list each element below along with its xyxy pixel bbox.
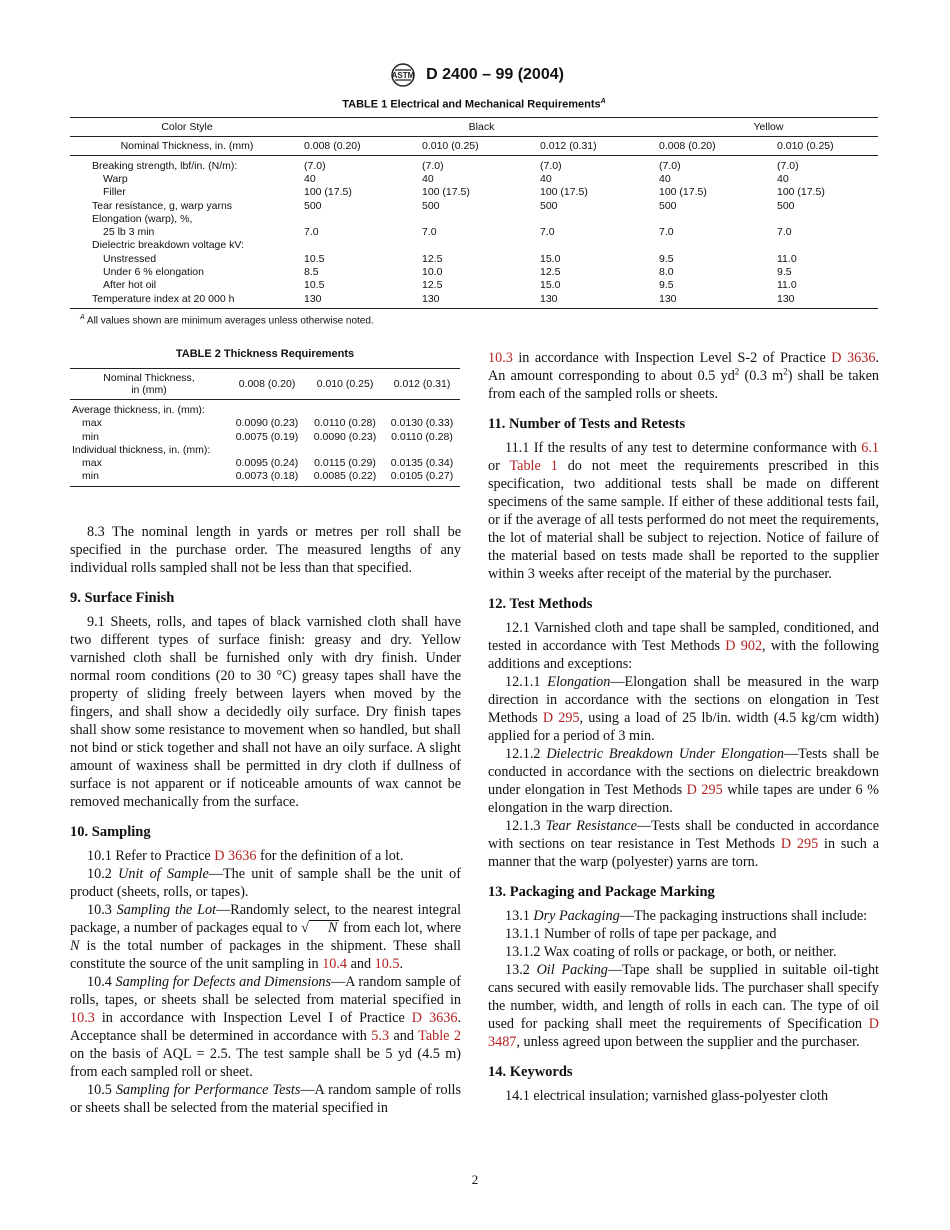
table-row <box>70 226 878 239</box>
cell-value <box>777 213 878 226</box>
row-label: Tear resistance, g, warp yarns <box>92 199 233 212</box>
cell-value: 40 <box>540 172 552 185</box>
cell-value: 0.0115 (0.29) <box>314 457 376 470</box>
cell-value <box>659 213 777 226</box>
link-d295[interactable]: D 295 <box>780 836 819 852</box>
cell-value: 15.0 <box>540 252 561 265</box>
cell-value <box>540 239 659 252</box>
table-row <box>70 444 460 457</box>
cell-value: 0.0090 (0.23) <box>235 417 299 430</box>
cell-value: (7.0) <box>540 159 562 172</box>
cell-value: 0.0095 (0.24) <box>235 457 299 470</box>
cell-value <box>384 444 460 457</box>
cell-value: 500 <box>777 199 795 212</box>
table-1-caption: TABLE 1 Electrical and Mechanical Requirements$^A$ <box>342 98 606 111</box>
heading-11: 11. Number of Tests and Retests <box>488 416 686 432</box>
para-8-3: 8.3 The nominal length in yards or metres per roll shall be specified in the purchase order. The measured lengths of any individual rolls sampled shall not be less than that specified. <box>70 524 461 576</box>
link-d3636[interactable]: D 3636 <box>214 848 257 864</box>
row-label: max <box>82 457 102 470</box>
para-13-1: 13.1 Dry Packaging—The packaging instructions shall include: <box>505 908 868 924</box>
color-yellow: Yellow <box>753 120 784 133</box>
color-style-label: Color Style <box>161 120 213 133</box>
row-label: Individual thickness, in. (mm): <box>72 443 211 456</box>
row-label: After hot oil <box>103 279 157 292</box>
para-10-3: 10.3 Sampling the Lot—Randomly select, to the nearest integral package, a number of packages equal to √ N from each lot, where N is the total number of packages in the shipment. These shall constitute the source of the unit sampling in 10.4 and 10.5. <box>70 902 462 972</box>
right-column <box>488 349 879 1105</box>
cell-value: 500 <box>422 199 440 212</box>
link-table-1[interactable]: Table 1 <box>509 458 558 474</box>
table-2-header-row <box>70 369 460 400</box>
cell-value: 130 <box>422 292 440 305</box>
table-2-caption: TABLE 2 Thickness Requirements <box>175 348 355 360</box>
link-table-2[interactable]: Table 2 <box>418 1028 461 1044</box>
link-10-3[interactable]: 10.3 <box>70 1010 95 1026</box>
cell-value: (7.0) <box>659 159 681 172</box>
heading-12: 12. Test Methods <box>488 596 593 612</box>
row-label: Dielectric breakdown voltage kV: <box>92 239 244 252</box>
heading-10: 10. Sampling <box>70 824 151 840</box>
para-11-1: 11.1 If the results of any test to determine conformance with 6.1 or Table 1 do not meet the requirements prescribed in this specification, two additional tests shall be made on different specimens of the same sample. If either of these additional tests fail, or if the average of all tests performed do not meet the requirements, the lot of material shall be subject to rejection. Notice of failure of the material based on tests made shall be reported to the supplier within 3 weeks after receipt of the material by the purchaser. <box>488 440 879 582</box>
table-2-col: 0.008 (0.20) <box>238 378 296 390</box>
table-row <box>70 186 878 199</box>
cell-value: 100 (17.5) <box>422 186 470 199</box>
table-2-header-label: Nominal Thickness, in (mm) <box>103 372 195 396</box>
link-5-3[interactable]: 5.3 <box>371 1028 390 1044</box>
heading-14: 14. Keywords <box>488 1064 573 1080</box>
para-13-2: 13.2 Oil Packing—Tape shall be supplied in suitable oil-tight cans secured with easily removable lids. The purchaser shall specify the number, width, and length of rolls in each can. The type of oil used for packing shall meet the requirements of Specification D 3487, unless agreed upon between the supplier and the purchaser. <box>488 962 879 1050</box>
cell-value <box>228 400 306 418</box>
cell-value: 9.5 <box>659 252 674 265</box>
para-14-1: 14.1 electrical insulation; varnished glass-polyester cloth <box>505 1088 829 1104</box>
link-d902[interactable]: D 902 <box>725 638 763 654</box>
cell-value <box>304 239 422 252</box>
cell-value: 11.0 <box>777 252 797 265</box>
thickness-label: Nominal Thickness, in. (mm) <box>120 139 254 152</box>
cell-value <box>422 213 540 226</box>
table-2-col: 0.010 (0.25) <box>316 378 374 390</box>
row-label: 25 lb 3 min <box>103 226 155 239</box>
cell-value: 11.0 <box>777 279 797 292</box>
page-number: 2 <box>471 1172 479 1187</box>
table-row <box>70 470 460 486</box>
cell-value: 40 <box>422 172 434 185</box>
table-row <box>70 155 878 173</box>
para-12-1-3: 12.1.3 Tear Resistance—Tests shall be conducted in accordance with sections on tear resistance in Test Methods D 295 in such a manner that the warp (polyester) yarns are torn. <box>488 818 880 870</box>
row-label: max <box>82 417 102 430</box>
thickness-col: 0.008 (0.20) <box>304 139 361 152</box>
cell-value: 12.5 <box>540 266 561 279</box>
cell-value: 15.0 <box>540 279 561 292</box>
cell-value <box>422 239 540 252</box>
table-row <box>70 293 878 309</box>
para-12-1: 12.1 Varnished cloth and tape shall be sampled, conditioned, and tested in accordance with Test Methods D 902, with the following additions and exceptions: <box>488 620 879 672</box>
cell-value: 12.5 <box>422 279 443 292</box>
para-12-1-2: 12.1.2 Dielectric Breakdown Under Elongation—Tests shall be conducted in accordance with the sections on dielectric breakdown under elongation in Test Methods D 295 while tapes are under 6 % elongation in the warp direction. <box>488 746 879 816</box>
table-row <box>70 200 878 213</box>
link-d295[interactable]: D 295 <box>686 782 723 798</box>
thickness-col: 0.012 (0.31) <box>540 139 597 152</box>
link-10-5[interactable]: 10.5 <box>374 956 400 972</box>
row-label: min <box>82 470 99 483</box>
cell-value: 100 (17.5) <box>304 186 352 199</box>
para-10-1: 10.1 Refer to Practice D 3636 for the definition of a lot. <box>87 848 404 864</box>
table-2-col: 0.012 (0.31) <box>393 378 451 390</box>
cell-value: 0.0110 (0.28) <box>314 417 376 430</box>
cell-value: 130 <box>659 292 677 305</box>
table-row <box>70 431 460 444</box>
sqrt-n: N <box>309 920 339 935</box>
cell-value: 8.5 <box>304 266 319 279</box>
cell-value: 130 <box>304 292 322 305</box>
cell-value <box>306 400 384 418</box>
cell-value: 7.0 <box>777 226 792 239</box>
table-row <box>70 253 878 266</box>
cell-value: 100 (17.5) <box>540 186 588 199</box>
row-label: Unstressed <box>103 252 157 265</box>
row-label: Temperature index at 20 000 h <box>92 292 235 305</box>
cell-value: 0.0090 (0.23) <box>313 430 377 443</box>
row-label: Elongation (warp), %, <box>92 212 193 225</box>
cell-value: 8.0 <box>659 266 674 279</box>
table-2 <box>70 348 460 487</box>
table-1-thickness-row <box>70 136 878 155</box>
table-1-color-row <box>70 117 878 136</box>
table-row <box>70 400 460 418</box>
cell-value: 40 <box>304 172 316 185</box>
cell-value: 0.0135 (0.34) <box>390 457 454 470</box>
cell-value: 7.0 <box>422 226 437 239</box>
para-9-1: 9.1 Sheets, rolls, and tapes of black varnished cloth shall have two different types of surface finish: greasy and dry. Yellow varnished cloth shall be furnished only with dry finish. Under normal room conditions (20 to 30 °C) greasy tapes shall have the property of sliding freely between layers when moved by the fingers, and shall show a decidedly oily surface. Dry finish tapes shall show some resistance to movement when so handled, but shall not bind or stick together and shall not have an oily surface. A slight amount of waxiness shall be permitted in dry cloth if dullness of surface is not apparent or if noticeable amounts of wax cannot be removed mechanically from the surface. <box>70 614 461 810</box>
cell-value: (7.0) <box>422 159 444 172</box>
row-label: Average thickness, in. (mm): <box>72 404 205 416</box>
cell-value: 7.0 <box>540 226 555 239</box>
cell-value: 10.0 <box>422 266 443 279</box>
thickness-col: 0.010 (0.25) <box>777 139 834 152</box>
astm-logo-icon <box>386 62 420 88</box>
link-10-3[interactable]: 10.3 <box>488 350 513 366</box>
cell-value: 7.0 <box>304 226 319 239</box>
cell-value: 500 <box>659 199 677 212</box>
row-label: Filler <box>103 186 126 199</box>
link-d3636[interactable]: D 3636 <box>411 1010 458 1026</box>
cell-value: 130 <box>540 292 558 305</box>
table-1-footnote: $^A$ All values shown are minimum averages unless otherwise noted. <box>80 313 374 327</box>
cell-value: 0.0110 (0.28) <box>391 430 453 443</box>
para-13-1-1: 13.1.1 Number of rolls of tape per package, and <box>505 926 777 942</box>
cell-value <box>228 444 306 457</box>
table-row <box>70 279 878 292</box>
cell-value: 500 <box>540 199 558 212</box>
cell-value: 10.5 <box>304 252 325 265</box>
thickness-col: 0.008 (0.20) <box>659 139 716 152</box>
cell-value: 9.5 <box>659 279 674 292</box>
heading-13: 13. Packaging and Package Marking <box>488 884 715 900</box>
cell-value: 10.5 <box>304 279 325 292</box>
cell-value: 0.0085 (0.22) <box>313 470 377 483</box>
para-12-1-1: 12.1.1 Elongation—Elongation shall be measured in the warp direction in accordance with the sections on elongation in Test Methods D 295, using a load of 25 lb/in. width (4.5 kg/cm width) applied for a period of 3 min. <box>488 674 880 744</box>
para-10-2: 10.2 Unit of Sample—The unit of sample shall be the unit of product (sheets, rolls, or tapes). <box>70 866 462 900</box>
link-d295[interactable]: D 295 <box>542 710 580 726</box>
cell-value: 0.0105 (0.27) <box>390 470 454 483</box>
table-1 <box>70 98 878 326</box>
para-10-4: 10.4 Sampling for Defects and Dimensions—A random sample of rolls, tapes, or sheets shall be selected from material specified in 10.3 in accordance with Inspection Level I of Practice D 3636. Acceptance shall be determined in accordance with 5.3 and Table 2 on the basis of AQL = 2.5. The test sample shall be 5 yd (4.5 m) from each sampled roll or sheet. <box>70 974 462 1080</box>
cell-value: 100 (17.5) <box>777 186 825 199</box>
table-row <box>70 266 878 279</box>
row-label: Breaking strength, lbf/in. (N/m): <box>92 159 238 172</box>
cell-value: 40 <box>777 172 789 185</box>
cell-value: (7.0) <box>304 159 326 172</box>
cell-value <box>384 400 460 418</box>
table-row <box>70 417 460 430</box>
row-label: Under 6 % elongation <box>103 266 204 279</box>
link-d3487[interactable]: D 3487 <box>488 1016 879 1050</box>
cell-value: 12.5 <box>422 252 443 265</box>
color-black: Black <box>468 120 495 133</box>
para-10-5: 10.5 Sampling for Performance Tests—A random sample of rolls or sheets shall be selected from the material specified in <box>70 1082 462 1116</box>
cell-value: 40 <box>659 172 671 185</box>
left-column <box>70 523 461 1117</box>
cell-value <box>659 239 777 252</box>
cell-value <box>777 239 878 252</box>
cell-value: 100 (17.5) <box>659 186 707 199</box>
para-10-5-cont: 10.3 in accordance with Inspection Level S-2 of Practice D 3636. An amount corresponding to about 0.5 $yd^2$ (0.3 $m^2$) shall be taken from each of the sampled rolls or sheets. <box>488 350 879 402</box>
para-13-1-2: 13.1.2 Wax coating of rolls or package, or both, or neither. <box>505 944 837 960</box>
heading-9: 9. Surface Finish <box>70 590 175 606</box>
page-header <box>0 62 950 88</box>
row-label: Warp <box>103 172 128 185</box>
table-row <box>70 457 460 470</box>
cell-value: 9.5 <box>777 266 792 279</box>
cell-value: 0.0073 (0.18) <box>235 470 299 483</box>
cell-value <box>304 213 422 226</box>
cell-value: (7.0) <box>777 159 799 172</box>
table-row <box>70 239 878 252</box>
table-row <box>70 173 878 186</box>
cell-value: 500 <box>304 199 322 212</box>
link-6-1[interactable]: 6.1 <box>861 440 879 456</box>
cell-value: 0.0130 (0.33) <box>390 417 454 430</box>
row-label: min <box>82 430 99 443</box>
cell-value: 130 <box>777 292 795 305</box>
table-row <box>70 213 878 226</box>
cell-value: 0.0075 (0.19) <box>235 430 299 443</box>
cell-value: 7.0 <box>659 226 674 239</box>
document-designation: D 2400 – 99 (2004) <box>426 66 564 83</box>
link-10-4[interactable]: 10.4 <box>322 956 348 972</box>
cell-value <box>306 444 384 457</box>
thickness-col: 0.010 (0.25) <box>422 139 479 152</box>
cell-value <box>540 213 659 226</box>
link-d3636[interactable]: D 3636 <box>831 350 876 366</box>
svg-text:ASTM: ASTM <box>391 71 415 80</box>
